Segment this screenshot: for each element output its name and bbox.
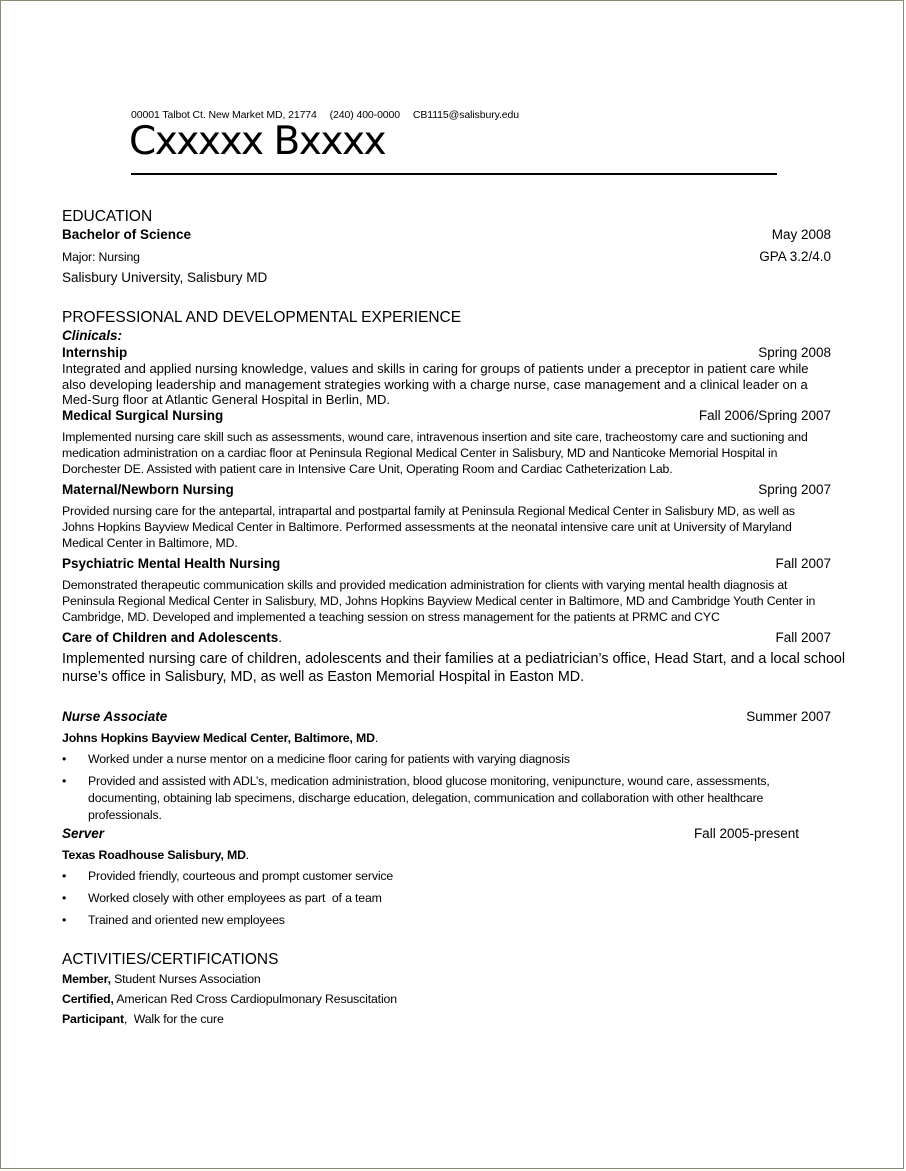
clinical-desc-line: Med-Surg floor at Atlantic General Hospital in Berlin, MD. <box>62 392 391 407</box>
title-suffix: . <box>278 630 283 645</box>
clinical-desc-line: also developing leadership and management strategies working with a charge nurse, case management and a clinical leader on a <box>62 377 808 392</box>
clinical-title: Internship <box>62 345 128 360</box>
activity-item <box>62 972 261 986</box>
clinical-desc-line: medication administration on a cardiac floor at Peninsula Regional Medical Center in Salisbury, MD and Nanticoke Memorial Hospital in <box>62 446 778 460</box>
email: CB1115@salisbury.edu <box>412 109 519 121</box>
degree: Bachelor of Science <box>62 227 192 242</box>
clinical-title: Medical Surgical Nursing <box>62 408 224 423</box>
employer-row <box>62 848 249 862</box>
job-bullet: Provided friendly, courteous and prompt customer service <box>88 869 394 883</box>
school: Salisbury University, Salisbury MD <box>62 270 268 285</box>
clinical-date: Spring 2008 <box>758 345 831 360</box>
clinical-desc-line: Implemented nursing care skill such as assessments, wound care, intravenous insertion and site care, tracheostomy care and suctioning and <box>62 430 808 444</box>
education-heading: EDUCATION <box>62 208 153 225</box>
clinical-desc-line: Cambridge, MD. Developed and implemented a teaching session on stress management for the patients at PRMC and CYC <box>62 610 720 624</box>
experience-heading: PROFESSIONAL AND DEVELOPMENTAL EXPERIENCE <box>62 309 462 326</box>
clinical-desc-line: Medical Center in Baltimore, MD. <box>62 536 238 550</box>
activities-heading: ACTIVITIES/CERTIFICATIONS <box>62 951 279 968</box>
activity-detail: Student Nurses Association <box>110 972 261 986</box>
employer-suffix: . <box>245 848 250 862</box>
job-date: Fall 2005-present <box>693 826 799 841</box>
bullet-icon: • <box>62 869 67 883</box>
activity-item <box>62 992 397 1006</box>
clinical-desc-line: Provided nursing care for the antepartal, intrapartal and postpartal family at Peninsula Regional Medical Center in Salisbury MD, as well as <box>62 504 795 518</box>
major: Major: Nursing <box>62 250 140 264</box>
clinical-date: Spring 2007 <box>758 482 831 497</box>
clinical-title: Maternal/Newborn Nursing <box>62 482 234 497</box>
header-rule <box>131 173 777 175</box>
gpa: GPA 3.2/4.0 <box>759 249 831 264</box>
clinical-title: Care of Children and Adolescents <box>62 630 279 645</box>
clinical-date: Fall 2006/Spring 2007 <box>698 408 831 423</box>
job-bullet: Provided and assisted with ADL’s, medication administration, blood glucose monitoring, venipuncture, wound care, assessments, documenting, obtaining lab specimens, discharge education, delegation, communication and collaboration with other healthcare professionals. <box>88 774 770 822</box>
address: 00001 Talbot Ct. New Market MD, 21774 <box>131 109 317 121</box>
activity-role: Participant <box>62 1012 124 1026</box>
activity-role: Certified, <box>62 992 114 1006</box>
job-title: Server <box>62 826 105 841</box>
clinical-desc-line: Demonstrated therapeutic communication skills and provided medication administration for clients with varying mental health diagnosis at <box>62 578 788 592</box>
employer: Johns Hopkins Bayview Medical Center, Baltimore, MD <box>62 731 375 745</box>
clinical-date: Fall 2007 <box>775 556 831 571</box>
activity-item <box>62 1012 224 1026</box>
job-bullet: Trained and oriented new employees <box>88 913 285 927</box>
degree-date: May 2008 <box>771 227 831 242</box>
job-title: Nurse Associate <box>62 709 168 724</box>
bullet-icon: • <box>62 891 67 905</box>
bullet-icon: • <box>62 774 67 788</box>
clinical-desc-line: Implemented nursing care of children, adolescents and their families at a pediatrician’s office, Head Start, and a local school <box>62 651 846 667</box>
job-bullet: Worked closely with other employees as part of a team <box>88 891 382 905</box>
clinical-desc-line: Peninsula Regional Medical Center in Salisbury, MD, Johns Hopkins Bayview Medical center in Baltimore, MD and Cambridge Youth Center in <box>62 594 816 608</box>
job-date: Summer 2007 <box>746 709 831 724</box>
activity-detail: American Red Cross Cardiopulmonary Resuscitation <box>113 992 397 1006</box>
activity-role: Member, <box>62 972 111 986</box>
employer-row <box>62 731 378 745</box>
clinical-date: Fall 2007 <box>775 630 831 645</box>
bullet-icon: • <box>62 752 67 766</box>
bullet-icon: • <box>62 913 67 927</box>
clinical-desc-line: nurse’s office in Salisbury, MD, as well as Easton Memorial Hospital in Easton MD. <box>62 669 585 685</box>
activity-detail: , Walk for the cure <box>123 1012 224 1026</box>
employer: Texas Roadhouse Salisbury, MD <box>62 848 246 862</box>
clinical-desc-line: Integrated and applied nursing knowledge, values and skills in caring for groups of patients under a preceptor in patient care while <box>62 361 809 376</box>
clinical-desc-line: Johns Hopkins Bayview Medical Center in Baltimore. Performed assessments at the neonatal intensive care unit at University of Maryland <box>62 520 792 534</box>
phone: (240) 400-0000 <box>329 109 401 121</box>
employer-suffix: . <box>374 731 379 745</box>
clinicals-label: Clinicals: <box>62 328 123 343</box>
clinical-title-row <box>62 630 282 645</box>
candidate-name: Cxxxxx Bxxxx <box>129 119 386 164</box>
clinical-desc-line: Dorchester DE. Assisted with patient care in Intensive Care Unit, Operating Room and Cardiac Catheterization Lab. <box>62 462 673 476</box>
clinical-title: Psychiatric Mental Health Nursing <box>62 556 281 571</box>
job-bullet: Worked under a nurse mentor on a medicine floor caring for patients with varying diagnosis <box>88 752 570 766</box>
